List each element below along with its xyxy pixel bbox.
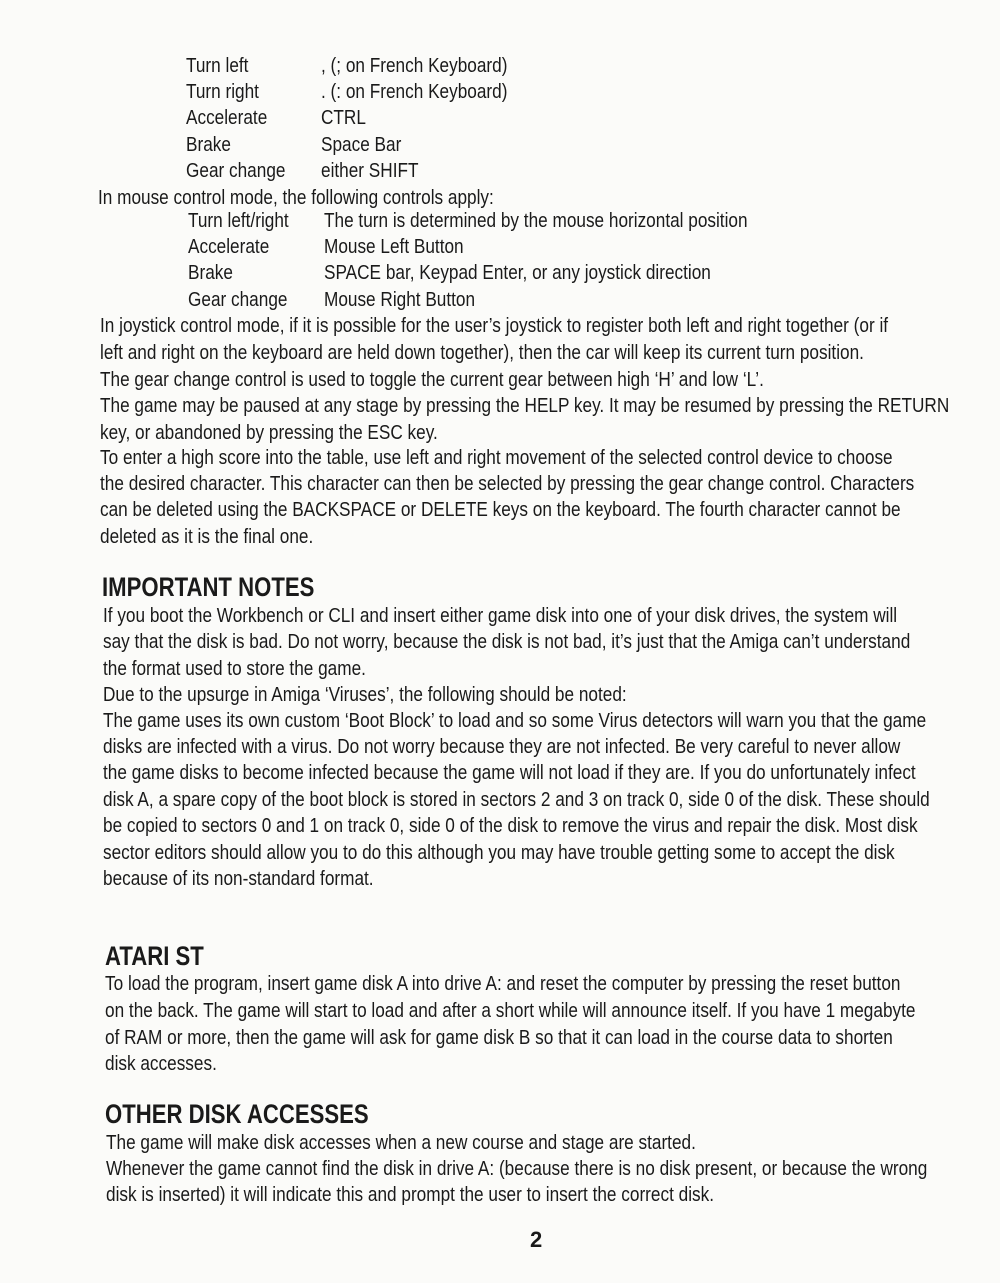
text-line: on the back. The game will start to load and after a short while will announce itself. If you have 1 megabyte xyxy=(105,1000,916,1022)
text-line: To load the program, insert game disk A into drive A: and reset the computer by pressing the reset button xyxy=(105,973,901,995)
text-line: Due to the upsurge in Amiga ‘Viruses’, the following should be noted: xyxy=(103,684,627,706)
table-row xyxy=(186,158,538,184)
text-line: disks are infected with a virus. Do not worry because they are not infected. Be very careful to never allow xyxy=(103,736,901,758)
text-line: disk A, a spare copy of the boot block is stored in sectors 2 and 3 on track 0, side 0 of the disk. These should xyxy=(103,789,930,811)
text-line: Whenever the game cannot find the disk in drive A: (because there is no disk present, or because the wrong xyxy=(106,1158,928,1180)
control-action: Accelerate xyxy=(188,236,270,259)
text-line: The game may be paused at any stage by pressing the HELP key. It may be resumed by pressing the RETURN xyxy=(100,395,950,417)
table-row xyxy=(188,234,817,260)
text-line: say that the disk is bad. Do not worry, because the disk is not bad, it’s just that the Amiga can’t understand xyxy=(103,631,911,653)
text-line: be copied to sectors 0 and 1 on track 0, side 0 of the disk to remove the virus and repair the disk. Most disk xyxy=(103,815,918,837)
text-line: disk accesses. xyxy=(105,1053,217,1075)
text-line: left and right on the keyboard are held down together), then the car will keep its current turn position. xyxy=(100,342,864,364)
control-action: Brake xyxy=(186,133,231,156)
text-line: because of its non-standard format. xyxy=(103,868,374,890)
mouse-intro: In mouse control mode, the following controls apply: xyxy=(98,187,494,209)
control-key: , (; on French Keyboard) xyxy=(321,55,508,77)
text-line: If you boot the Workbench or CLI and insert either game disk into one of your disk drives, the system will xyxy=(103,605,898,627)
atari-st-heading: ATARI ST xyxy=(105,941,204,971)
control-action: Accelerate xyxy=(186,107,268,130)
text-line: deleted as it is the final one. xyxy=(100,526,314,548)
table-row xyxy=(186,79,538,105)
other-disk-accesses-heading: OTHER DISK ACCESSES xyxy=(105,1099,369,1129)
table-row xyxy=(188,208,817,234)
control-action: Gear change xyxy=(188,288,288,311)
control-key: either SHIFT xyxy=(321,159,419,182)
text-line: The game will make disk accesses when a new course and stage are started. xyxy=(106,1132,696,1154)
text-line: the desired character. This character can then be selected by pressing the gear change control. Characters xyxy=(100,473,915,495)
control-key: CTRL xyxy=(321,107,366,130)
important-notes-heading: IMPORTANT NOTES xyxy=(102,572,315,602)
control-key: The turn is determined by the mouse horizontal position xyxy=(324,210,748,232)
control-action: Gear change xyxy=(186,159,286,182)
mouse-controls-table xyxy=(188,208,817,313)
text-line: The gear change control is used to toggle the current gear between high ‘H’ and low ‘L’. xyxy=(100,369,764,391)
text-line: can be deleted using the BACKSPACE or DELETE keys on the keyboard. The fourth character cannot be xyxy=(100,499,901,521)
control-action: Brake xyxy=(188,262,233,285)
table-row xyxy=(188,287,817,313)
text-line: key, or abandoned by pressing the ESC key. xyxy=(100,422,438,444)
table-row xyxy=(186,53,538,79)
control-key: Mouse Left Button xyxy=(324,236,464,259)
page-number: 2 xyxy=(530,1227,543,1252)
control-key: SPACE bar, Keypad Enter, or any joystick direction xyxy=(324,262,711,285)
text-line: The game uses its own custom ‘Boot Block’ to load and so some Virus detectors will warn you that the game xyxy=(103,710,927,732)
text-line: the format used to store the game. xyxy=(103,658,366,680)
table-row xyxy=(186,132,538,158)
text-line: To enter a high score into the table, use left and right movement of the selected control device to choose xyxy=(100,447,893,469)
control-key: Space Bar xyxy=(321,133,402,156)
control-action: Turn left/right xyxy=(188,210,289,232)
control-key: Mouse Right Button xyxy=(324,288,476,311)
text-line: sector editors should allow you to do this although you may have trouble getting some to accept the disk xyxy=(103,842,895,864)
table-row xyxy=(188,260,817,286)
control-key: . (: on French Keyboard) xyxy=(321,81,508,104)
text-line: the game disks to become infected because the game will not load if they are. If you do unfortunately infect xyxy=(103,762,916,784)
table-row xyxy=(186,105,538,131)
text-line: In joystick control mode, if it is possible for the user’s joystick to register both left and right together (or if xyxy=(100,315,889,337)
text-line: of RAM or more, then the game will ask for game disk B so that it can load in the course data to shorten xyxy=(105,1027,893,1049)
control-action: Turn right xyxy=(186,81,259,104)
text-line: disk is inserted) it will indicate this and prompt the user to insert the correct disk. xyxy=(106,1184,714,1206)
keyboard-controls-table xyxy=(186,53,538,184)
control-action: Turn left xyxy=(186,55,249,77)
